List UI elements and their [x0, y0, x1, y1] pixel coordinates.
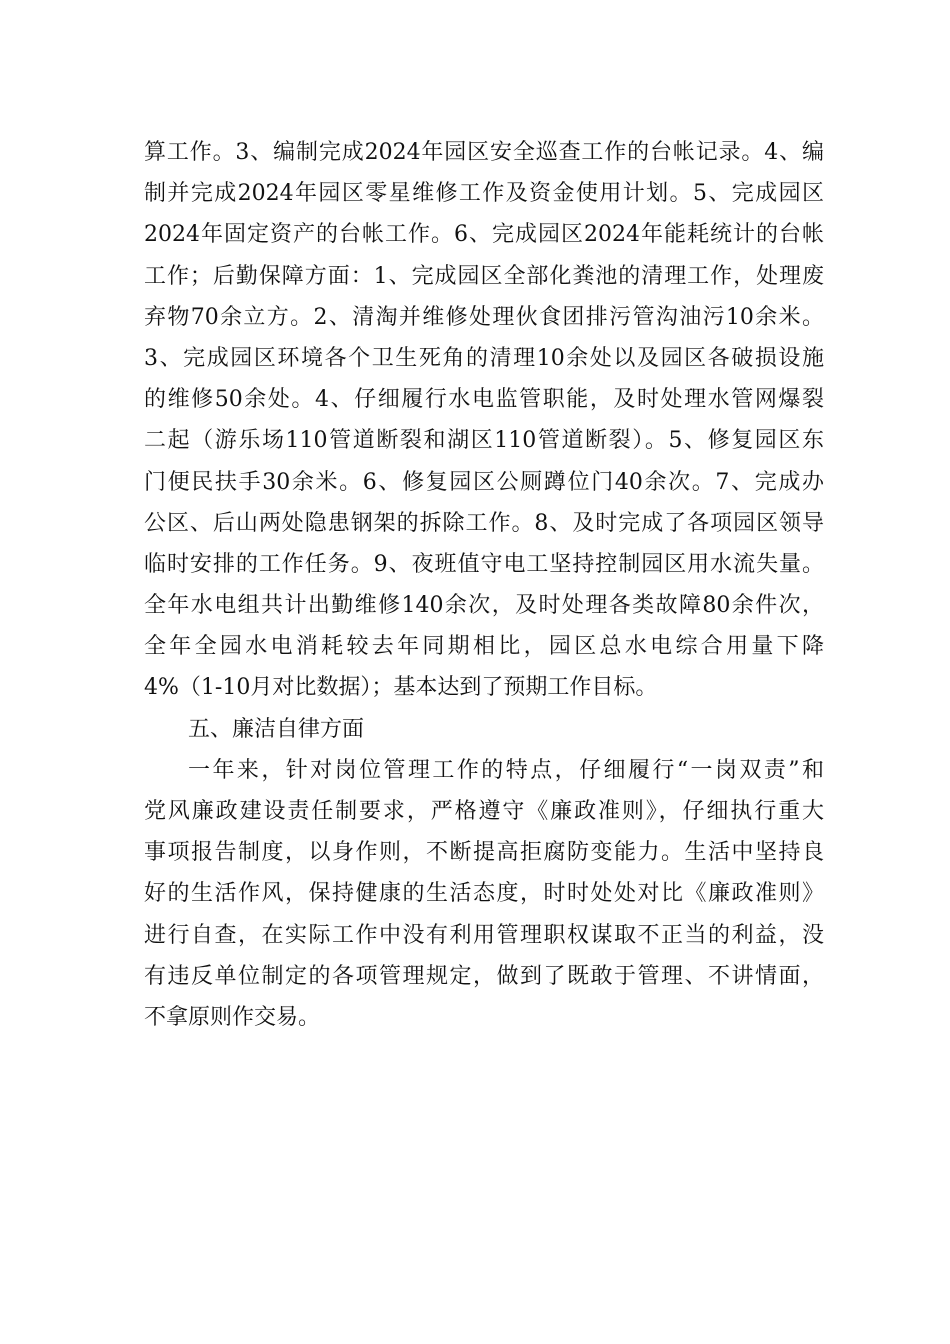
text-line: 一年来，针对岗位管理工作的特点，仔细履行“一岗双责”和 — [188, 757, 824, 783]
text-line: 门便民扶手30余米。6、修复园区公厕蹲位门40余次。7、完成办 — [144, 469, 824, 495]
text-line: 弃物70余立方。2、清淘并维修处理伙食团排污管沟油污10余米。 — [144, 304, 824, 330]
text-line: 工作；后勤保障方面：1、完成园区全部化粪池的清理工作，处理废 — [144, 263, 824, 289]
text-line: 全年全园水电消耗较去年同期相比，园区总水电综合用量下降 — [144, 634, 824, 660]
text-line: 好的生活作风，保持健康的生活态度，时时处处对比《廉政准则》 — [144, 881, 824, 907]
text-line: 2024年固定资产的台帐工作。6、完成园区2024年能耗统计的台帐 — [144, 222, 824, 248]
text-line: 4%（1-10月对比数据）；基本达到了预期工作目标。 — [144, 675, 658, 701]
paragraph-integrity — [144, 750, 824, 1038]
text-line: 有违反单位制定的各项管理规定，做到了既敢于管理、不讲情面， — [144, 963, 824, 989]
text-line: 党风廉政建设责任制要求，严格遵守《廉政准则》，仔细执行重大 — [144, 799, 824, 824]
document-page — [144, 132, 824, 1038]
text-line: 公区、后山两处隐患钢架的拆除工作。8、及时完成了各项园区领导 — [144, 510, 824, 536]
text-line: 不拿原则作交易。 — [144, 1004, 321, 1030]
text-line: 算工作。3、编制完成2024年园区安全巡查工作的台帐记录。4、编 — [144, 140, 824, 165]
section-heading: 五、廉洁自律方面 — [188, 716, 365, 742]
paragraph-work-summary — [144, 132, 824, 709]
text-line: 制并完成2024年园区零星维修工作及资金使用计划。5、完成园区 — [144, 181, 824, 207]
text-line: 3、完成园区环境各个卫生死角的清理10余处以及园区各破损设施 — [144, 345, 824, 371]
text-line: 事项报告制度，以身作则，不断提高拒腐防变能力。生活中坚持良 — [144, 840, 824, 866]
text-line: 的维修50余处。4、仔细履行水电监管职能，及时处理水管网爆裂 — [144, 387, 824, 413]
text-line: 二起（游乐场110管道断裂和湖区110管道断裂）。5、修复园区东 — [144, 428, 824, 454]
text-line: 全年水电组共计出勤维修140余次，及时处理各类故障80余件次， — [144, 593, 824, 619]
text-line: 临时安排的工作任务。9、夜班值守电工坚持控制园区用水流失量。 — [144, 551, 824, 577]
text-line: 进行自查，在实际工作中没有利用管理职权谋取不正当的利益，没 — [144, 922, 824, 948]
